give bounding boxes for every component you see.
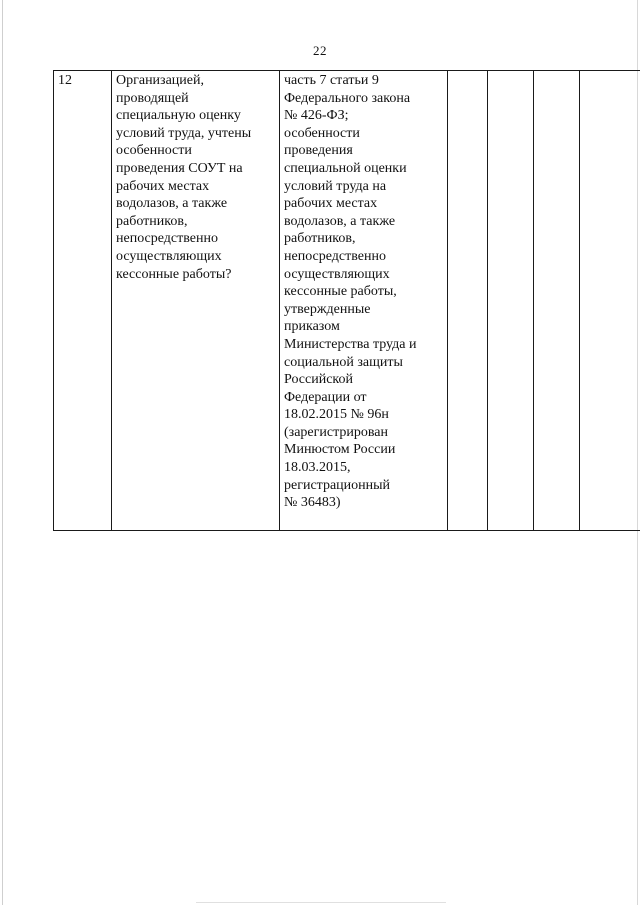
row-number: 12 [58, 73, 72, 88]
question-cell [112, 71, 280, 531]
row-number-cell [54, 71, 112, 531]
requirement-cell [280, 71, 448, 531]
page-edge-left [2, 0, 3, 905]
note-cell [580, 71, 640, 531]
scan-edge-mark [196, 902, 446, 903]
table-row [54, 71, 640, 531]
question-text: Организацией, проводящей специальную оценку условий труда, учтены особенности проведения СОУТ на рабочих местах водолазов, а также работников, непосредственно осуществляющих кессонные работы? [116, 73, 252, 282]
checklist-table [53, 70, 640, 531]
page-number: 22 [313, 43, 327, 58]
not-applicable-cell [534, 71, 580, 531]
requirement-text: часть 7 статьи 9 Федерального закона № 426-ФЗ; особенности проведения специальной оценки условий труда на рабочих местах водолазов, а также работников, непосредственно осуществляющих кессонные работы, утвержденные приказом Министерства труда и социальной защиты Российской Федерации от 18.02.2015 № 96н (зарегистрирован Минюстом России 18.03.2015, регистрационный № 36483) [284, 73, 417, 511]
answer-no-cell [488, 71, 534, 531]
answer-yes-cell [448, 71, 488, 531]
